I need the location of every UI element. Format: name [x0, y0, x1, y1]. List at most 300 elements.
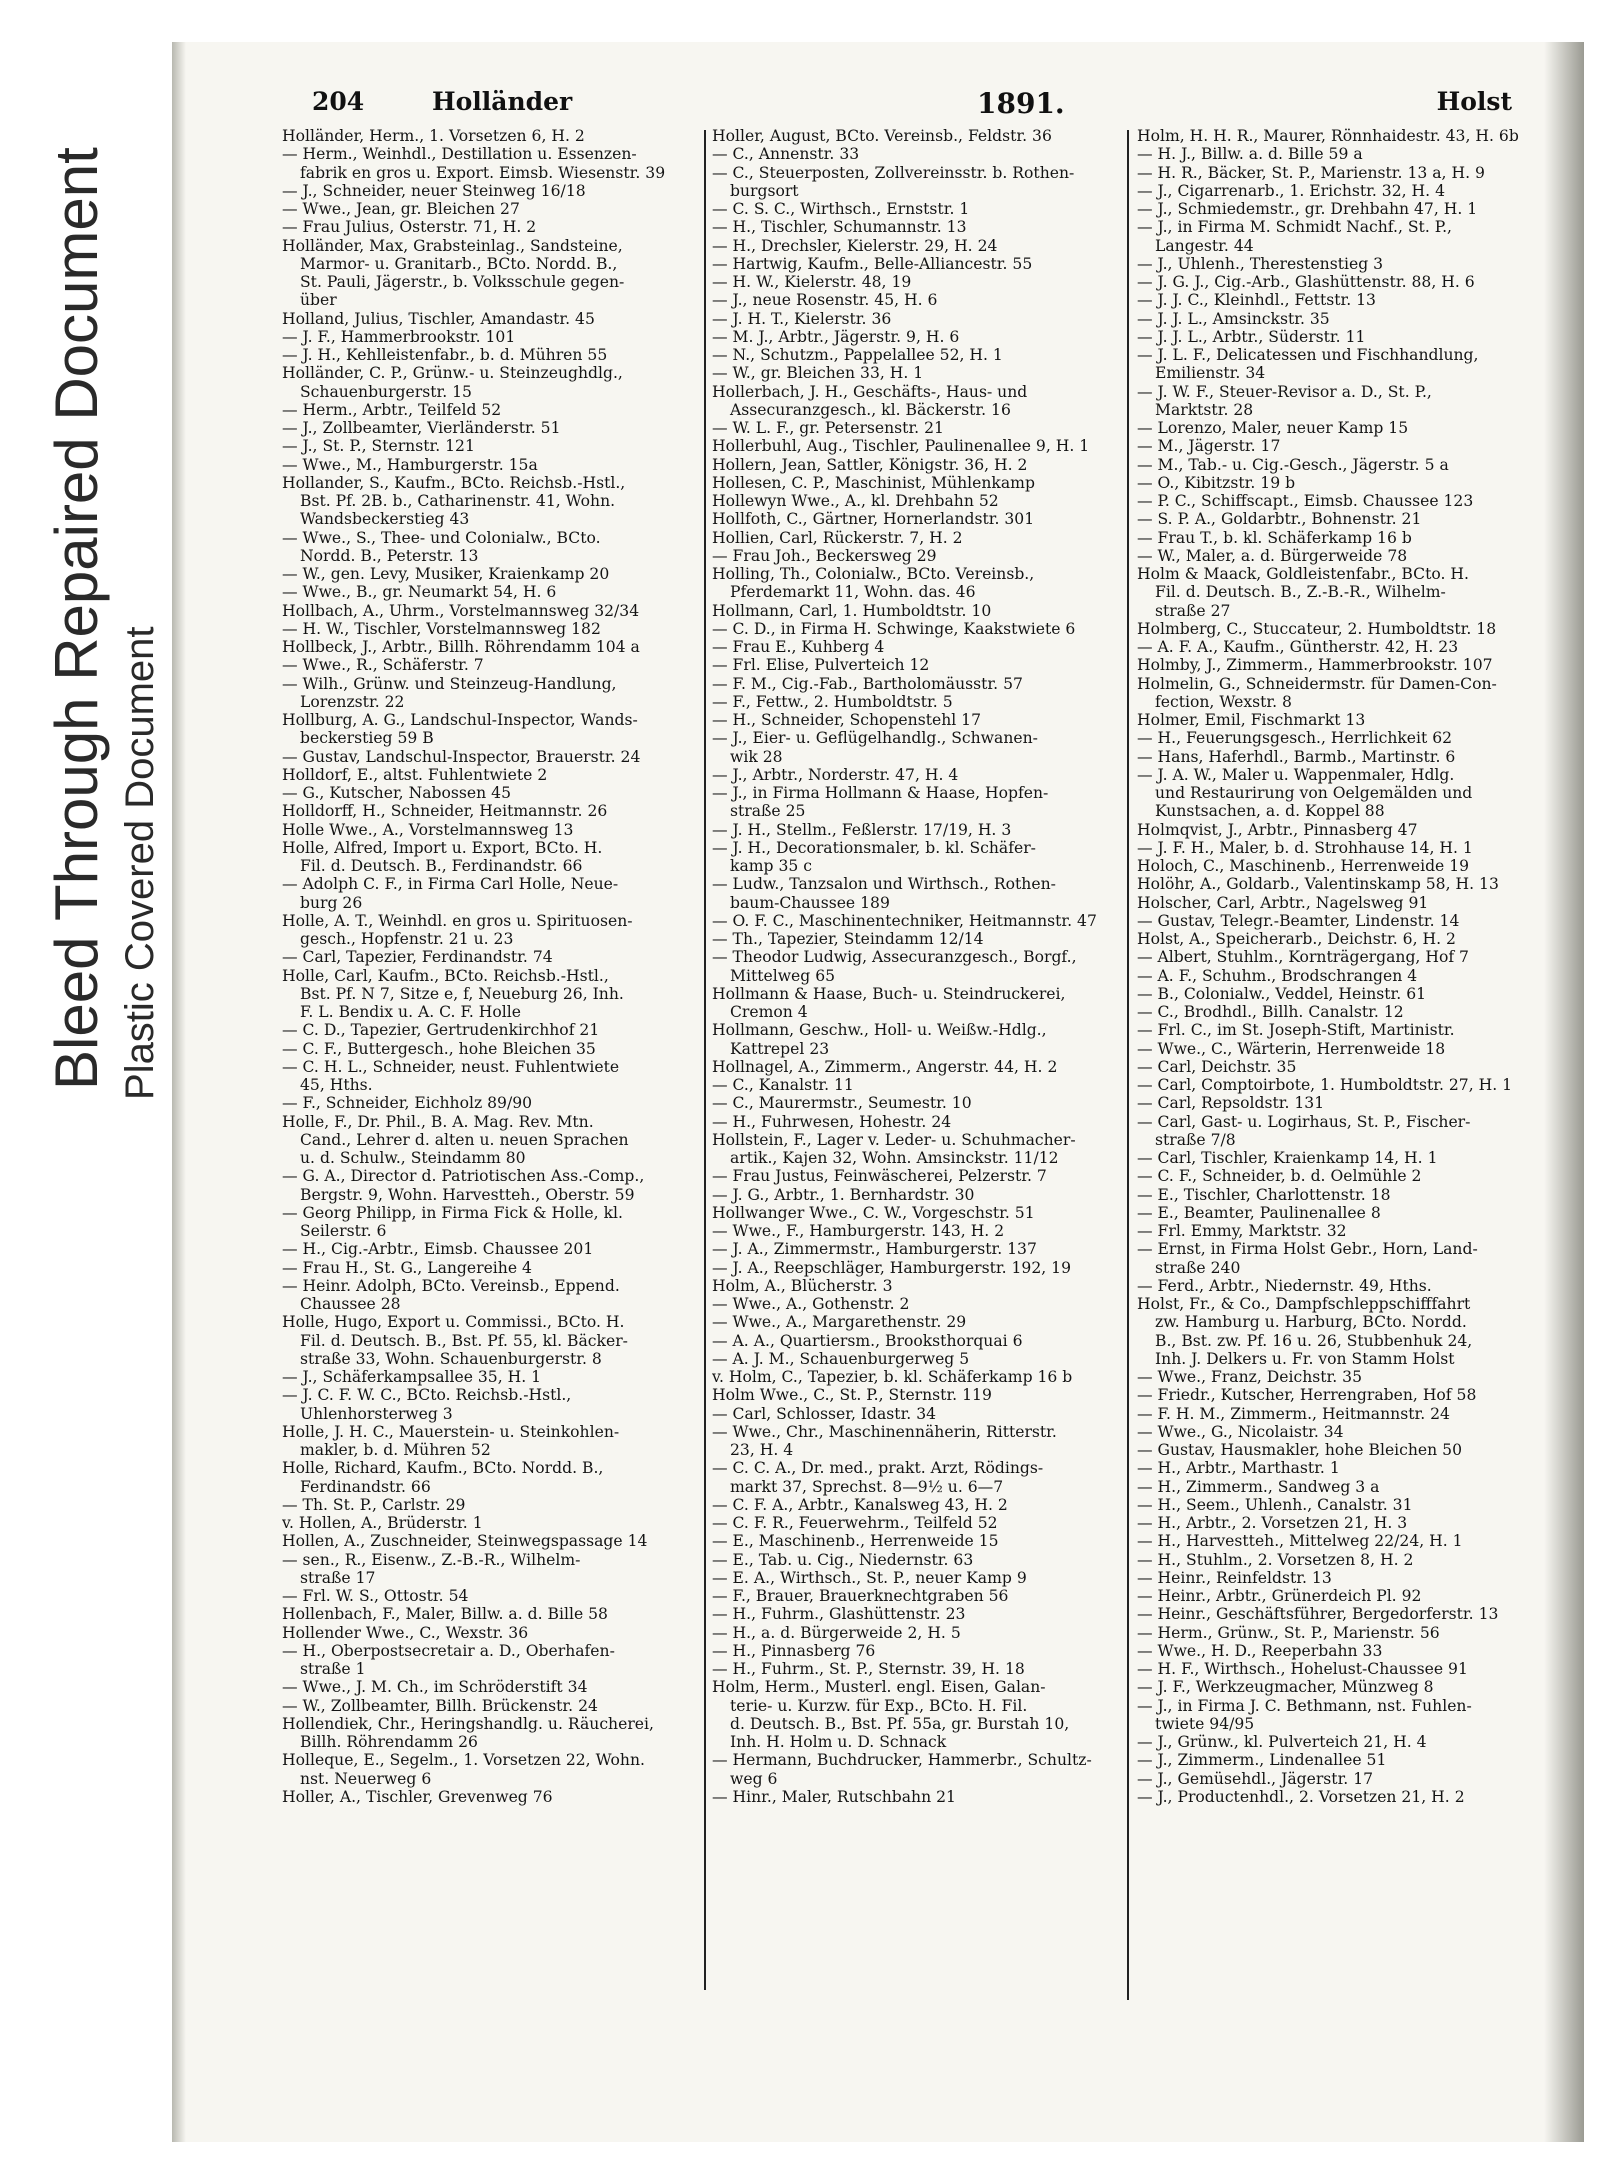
entry-line: Hollburg, A. G., Landschul-Inspector, Wands-: [282, 711, 638, 729]
entry-line: — Frau H., St. G., Langereihe 4: [282, 1258, 532, 1277]
entry-line: — A. A., Quartiersm., Brooksthorquai 6: [712, 1331, 1023, 1350]
directory-entry: [1137, 711, 1542, 729]
directory-entry: [1137, 1697, 1542, 1734]
entry-line: — H., Seem., Uhlenh., Canalstr. 31: [1137, 1495, 1413, 1514]
entry-line: Holm, Herm., Musterl. engl. Eisen, Galan-: [712, 1678, 1046, 1697]
entry-line: — A. F., Schuhm., Brodschrangen 4: [1137, 966, 1418, 985]
entry-line: Holle, Richard, Kaufm., BCto. Nordd. B.,: [282, 1459, 604, 1478]
directory-entry: [282, 1094, 692, 1112]
entry-line: Holst, Fr., & Co., Dampfschleppschifffahrt: [1137, 1295, 1471, 1313]
directory-entry: [712, 200, 1107, 218]
directory-entry: [1137, 218, 1542, 255]
entry-line: — Carl, Schlosser, Idastr. 34: [712, 1404, 937, 1423]
directory-entry: [1137, 1003, 1542, 1021]
directory-entry: [712, 510, 1107, 528]
directory-entry: [1137, 1478, 1542, 1496]
entry-line: — J., Cigarrenarb., 1. Erichstr. 32, H. 4: [1137, 181, 1445, 200]
directory-entry: [1137, 1423, 1542, 1441]
entry-continuation: Marmor- u. Granitarb., BCto. Nordd. B.,: [300, 254, 618, 273]
entry-line: — J., Schmiedemstr., gr. Drehbahn 47, H. 1: [1137, 200, 1478, 218]
directory-entry: [712, 364, 1107, 382]
directory-entry: [282, 711, 692, 748]
entry-line: v. Hollen, A., Brüderstr. 1: [282, 1514, 483, 1532]
entry-line: — H., Stuhlm., 2. Vorsetzen 8, H. 2: [1137, 1550, 1414, 1569]
entry-line: — Wwe., R., Schäferstr. 7: [282, 656, 484, 675]
directory-entry: [712, 1678, 1107, 1751]
directory-entry: [712, 1624, 1107, 1642]
entry-line: — C., Annenstr. 33: [712, 145, 860, 164]
entry-line: — Frau Julius, Osterstr. 71, H. 2: [282, 218, 537, 237]
entry-line: — C. F. A., Arbtr., Kanalsweg 43, H. 2: [712, 1495, 1008, 1514]
entry-line: — Frau T., b. kl. Schäferkamp 16 b: [1137, 528, 1412, 547]
entry-continuation: artik., Kajen 32, Wohn. Amsinckstr. 11/12: [730, 1149, 1059, 1167]
directory-entry: [282, 456, 692, 474]
entry-line: Holm, H. H. R., Maurer, Rönnhaidestr. 43, H. 6b: [1137, 127, 1519, 145]
entry-line: Holmqvist, J., Arbtr., Pinnasberg 47: [1137, 820, 1418, 839]
directory-entry: [1137, 1624, 1542, 1642]
entry-line: — H., Oberpostsecretair a. D., Oberhafen-: [282, 1641, 615, 1660]
directory-entry: [1137, 1660, 1542, 1678]
directory-entry: [1137, 565, 1542, 620]
column-2: [712, 127, 1107, 1806]
plastic-covered-label: Plastic Covered Document: [118, 626, 162, 1100]
directory-entry: [1137, 857, 1542, 875]
entry-line: — B., Colonialw., Veddel, Heinstr. 61: [1137, 984, 1427, 1003]
directory-entry: [1137, 291, 1542, 309]
entry-line: — Carl, Gast- u. Logirhaus, St. P., Fischer-: [1137, 1112, 1471, 1131]
directory-entry: [712, 529, 1107, 547]
entry-line: — Georg Philipp, in Firma Fick & Holle, kl.: [282, 1203, 623, 1222]
entry-line: — C. F. R., Feuerwehrm., Teilfeld 52: [712, 1514, 998, 1532]
directory-entry: [1137, 255, 1542, 273]
entry-line: — J. H., Stellm., Feßlerstr. 17/19, H. 3: [712, 820, 1012, 839]
entry-line: — H. J., Billw. a. d. Bille 59 a: [1137, 145, 1363, 164]
directory-entry: [1137, 620, 1542, 638]
entry-line: — J. H. T., Kielerstr. 36: [712, 309, 892, 328]
directory-entry: [1137, 1021, 1542, 1039]
entry-line: — C. H. L., Schneider, neust. Fuhlentwiete: [282, 1057, 620, 1076]
directory-entry: [282, 1113, 692, 1168]
directory-entry: [282, 675, 692, 712]
entry-line: — W. L. F., gr. Petersenstr. 21: [712, 419, 944, 437]
directory-entry: [1137, 1678, 1542, 1696]
directory-entry: [282, 875, 692, 912]
directory-entry: [1137, 656, 1542, 674]
entry-continuation: d. Deutsch. B., Bst. Pf. 55a, gr. Burstah 10,: [730, 1714, 1070, 1733]
entry-continuation: B., Bst. zw. Pf. 16 u. 26, Stubbenhuk 24,: [1155, 1331, 1473, 1350]
entry-line: — Herm., Weinhdl., Destillation u. Essenzen-: [282, 145, 637, 164]
entry-line: Holm & Maack, Goldleistenfabr., BCto. H.: [1137, 565, 1469, 583]
directory-entry: [282, 364, 692, 401]
entry-line: Holm, A., Blücherstr. 3: [712, 1276, 893, 1295]
entry-line: — J., Grünw., kl. Pulverteich 21, H. 4: [1137, 1733, 1427, 1751]
entry-line: — J. A., Zimmermstr., Hamburgerstr. 137: [712, 1240, 1037, 1259]
directory-entry: [1137, 346, 1542, 383]
directory-entry: [1137, 1113, 1542, 1150]
entry-line: Holleque, E., Segelm., 1. Vorsetzen 22, Wohn.: [282, 1751, 645, 1770]
entry-line: Holländer, Herm., 1. Vorsetzen 6, H. 2: [282, 127, 585, 145]
entry-continuation: Bst. Pf. N 7, Sitze e, f, Neueburg 26, Inh.: [300, 984, 624, 1003]
entry-line: — H., Harvestteh., Mittelweg 22/24, H. 1: [1137, 1532, 1463, 1551]
entry-line: — H., Pinnasberg 76: [712, 1641, 876, 1660]
entry-continuation: Fil. d. Deutsch. B., Ferdinandstr. 66: [300, 857, 583, 875]
entry-continuation: Schauenburgerstr. 15: [300, 382, 472, 401]
directory-entry: [712, 1642, 1107, 1660]
entry-line: — H., Fuhrwesen, Hohestr. 24: [712, 1112, 952, 1131]
entry-line: — E., Beamter, Paulinenallee 8: [1137, 1203, 1381, 1222]
entry-line: Holoch, C., Maschinenb., Herrenweide 19: [1137, 857, 1470, 875]
directory-entry: [712, 474, 1107, 492]
entry-line: — J., Uhlenh., Therestenstieg 3: [1137, 254, 1384, 273]
entry-line: — Wwe., F., Hamburgerstr. 143, H. 2: [712, 1222, 1005, 1240]
entry-line: — J., Productenhdl., 2. Vorsetzen 21, H. 2: [1137, 1787, 1465, 1806]
entry-line: Hollfoth, C., Gärtner, Hornerlandstr. 301: [712, 510, 1035, 529]
entry-continuation: und Restaurirung von Oelgemälden und: [1155, 784, 1473, 802]
entry-line: — Wwe., A., Gothenstr. 2: [712, 1295, 910, 1313]
directory-entry: [1137, 948, 1542, 966]
directory-entry: [1137, 1222, 1542, 1240]
entry-line: — Heinr., Reinfeldstr. 13: [1137, 1568, 1332, 1587]
entry-continuation: 23, H. 4: [730, 1441, 794, 1459]
directory-entry: [712, 1204, 1107, 1222]
entry-line: Holmberg, C., Stuccateur, 2. Humboldtstr. 18: [1137, 619, 1497, 638]
entry-line: Holländer, Max, Grabsteinlag., Sandsteine,: [282, 236, 623, 255]
entry-line: Holldorf, E., altst. Fuhlentwiete 2: [282, 765, 548, 784]
directory-entry: [282, 784, 692, 802]
directory-entry: [282, 948, 692, 966]
entry-continuation: 45, Hths.: [300, 1076, 373, 1094]
entry-line: — Wwe., M., Hamburgerstr. 15a: [282, 455, 538, 474]
directory-entry: [1137, 419, 1542, 437]
entry-line: — Wwe., C., Wärterin, Herrenweide 18: [1137, 1039, 1446, 1058]
entry-continuation: zw. Hamburg u. Harburg, BCto. Nordd.: [1155, 1313, 1467, 1332]
directory-entry: [1137, 1277, 1542, 1295]
column-3: [1137, 127, 1542, 1806]
entry-continuation: Emilienstr. 34: [1155, 364, 1266, 383]
entry-line: — Wwe., A., Margarethenstr. 29: [712, 1313, 967, 1332]
entry-line: — G. A., Director d. Patriotischen Ass.-Comp.,: [282, 1167, 645, 1186]
entry-line: Holmelin, G., Schneidermstr. für Damen-Con-: [1137, 674, 1497, 693]
directory-entry: [712, 1076, 1107, 1094]
entry-continuation: Inh. J. Delkers u. Fr. von Stamm Holst: [1155, 1349, 1455, 1368]
directory-entry: [712, 291, 1107, 309]
entry-line: — Wwe., Franz, Deichstr. 35: [1137, 1368, 1363, 1386]
directory-entry: [712, 656, 1107, 674]
entry-line: Holland, Julius, Tischler, Amandastr. 45: [282, 309, 595, 328]
entry-line: — Ernst, in Firma Holst Gebr., Horn, Land-: [1137, 1240, 1478, 1259]
directory-entry: [712, 1277, 1107, 1295]
entry-line: — Friedr., Kutscher, Herrengraben, Hof 58: [1137, 1386, 1477, 1405]
entry-line: Holler, A., Tischler, Grevenweg 76: [282, 1787, 553, 1806]
entry-line: Hollesen, C. P., Maschinist, Mühlenkamp: [712, 473, 1035, 492]
scan-margin: [0, 0, 172, 2177]
directory-entry: [712, 383, 1107, 420]
entry-line: — H., Cig.-Arbtr., Eimsb. Chaussee 201: [282, 1240, 594, 1259]
directory-entry: [282, 583, 692, 601]
entry-line: — E. A., Wirthsch., St. P., neuer Kamp 9: [712, 1568, 1027, 1587]
page-binding-shadow: [172, 42, 186, 2142]
entry-line: — Hartwig, Kaufm., Belle-Alliancestr. 55: [712, 254, 1033, 273]
entry-line: Hollander, S., Kaufm., BCto. Reichsb.-Hstl.,: [282, 473, 626, 492]
directory-entry: [1137, 729, 1542, 747]
entry-line: Holöhr, A., Goldarb., Valentinskamp 58, H. 13: [1137, 875, 1499, 894]
directory-entry: [1137, 930, 1542, 948]
directory-entry: [712, 145, 1107, 163]
directory-entry: [712, 1386, 1107, 1404]
column-rule: [704, 130, 706, 1990]
entry-continuation: Lorenzstr. 22: [300, 692, 405, 711]
entry-line: Hollmann, Carl, 1. Humboldtstr. 10: [712, 601, 992, 620]
entry-line: — F. M., Cig.-Fab., Bartholomäusstr. 57: [712, 674, 1023, 693]
entry-line: — Hinr., Maler, Rutschbahn 21: [712, 1787, 956, 1806]
directory-entry: [712, 1569, 1107, 1587]
directory-entry: [1137, 474, 1542, 492]
directory-entry: [1137, 638, 1542, 656]
entry-line: — H., Schneider, Schopenstehl 17: [712, 711, 982, 729]
entry-line: — Gustav, Landschul-Inspector, Brauerstr. 24: [282, 747, 641, 766]
entry-line: — C., Brodhdl., Billh. Canalstr. 12: [1137, 1003, 1404, 1021]
entry-line: — Frl. Elise, Pulverteich 12: [712, 656, 930, 675]
directory-entry: [712, 912, 1107, 930]
directory-entry: [712, 1605, 1107, 1623]
entry-line: — H., Feuerungsgesch., Herrlichkeit 62: [1137, 729, 1453, 748]
entry-line: — C. D., Tapezier, Gertrudenkirchhof 21: [282, 1021, 600, 1040]
entry-line: — J. J. L., Arbtr., Süderstr. 11: [1137, 327, 1366, 346]
directory-entry: [282, 1240, 692, 1258]
entry-line: Holmer, Emil, Fischmarkt 13: [1137, 711, 1366, 729]
entry-line: — C., Maurermstr., Seumestr. 10: [712, 1094, 972, 1113]
directory-entry: [1137, 200, 1542, 218]
entry-line: — O., Kibitzstr. 19 b: [1137, 473, 1296, 492]
directory-entry: [1137, 1788, 1542, 1806]
directory-entry: [712, 1788, 1107, 1806]
entry-continuation: Nordd. B., Peterstr. 13: [300, 546, 479, 565]
entry-line: Hollen, A., Zuschneider, Steinwegspassage 14: [282, 1532, 648, 1551]
entry-continuation: markt 37, Sprechst. 8—9½ u. 6—7: [730, 1477, 1004, 1496]
entry-line: — Carl, Comptoirbote, 1. Humboldtstr. 27, H. 1: [1137, 1076, 1513, 1094]
entry-line: Holle, A. T., Weinhdl. en gros u. Spirituosen-: [282, 911, 633, 930]
directory-entry: [282, 1368, 692, 1386]
directory-entry: [712, 1350, 1107, 1368]
entry-continuation: burg 26: [300, 893, 363, 912]
directory-entry: [1137, 1149, 1542, 1167]
directory-entry: [712, 1021, 1107, 1058]
entry-line: — G., Kutscher, Nabossen 45: [282, 784, 511, 802]
directory-entry: [282, 1532, 692, 1550]
entry-continuation: Cand., Lehrer d. alten u. neuen Sprachen: [300, 1130, 629, 1149]
entry-line: — J. H., Kehlleistenfabr., b. d. Mühren 55: [282, 346, 608, 364]
directory-entry: [282, 218, 692, 236]
directory-entry: [282, 1624, 692, 1642]
directory-entry: [712, 437, 1107, 455]
directory-entry: [282, 1277, 692, 1314]
directory-entry: [1137, 1733, 1542, 1751]
directory-entry: [712, 930, 1107, 948]
directory-entry: [712, 1496, 1107, 1514]
entry-line: — H. W., Kielerstr. 48, 19: [712, 273, 912, 291]
directory-entry: [282, 1788, 692, 1806]
entry-line: — Herm., Arbtr., Teilfeld 52: [282, 400, 502, 419]
directory-entry: [282, 620, 692, 638]
entry-line: Holle, Carl, Kaufm., BCto. Reichsb.-Hstl.,: [282, 966, 609, 985]
entry-continuation: beckerstieg 59 B: [300, 729, 434, 748]
entry-line: — W., Maler, a. d. Bürgerweide 78: [1137, 546, 1408, 565]
entry-continuation: Chaussee 28: [300, 1295, 401, 1313]
entry-continuation: straße 240: [1155, 1258, 1241, 1277]
directory-entry: [1137, 985, 1542, 1003]
directory-entry: [282, 839, 692, 876]
directory-entry: [712, 602, 1107, 620]
directory-entry: [712, 1167, 1107, 1185]
entry-line: — Heinr., Geschäftsführer, Bergedorferstr. 13: [1137, 1605, 1499, 1624]
entry-line: — Carl, Tischler, Kraienkamp 14, H. 1: [1137, 1149, 1438, 1167]
entry-line: — J. C. F. W. C., BCto. Reichsb.-Hstl.,: [282, 1386, 572, 1405]
directory-entry: [712, 1459, 1107, 1496]
entry-line: — J., Zollbeamter, Vierländerstr. 51: [282, 419, 561, 437]
directory-entry: [1137, 1441, 1542, 1459]
directory-entry: [1137, 383, 1542, 420]
entry-line: Holle, J. H. C., Mauerstein- u. Steinkohlen-: [282, 1422, 620, 1441]
entry-line: — Wilh., Grünw. und Steinzeug-Handlung,: [282, 674, 617, 693]
directory-entry: [282, 1697, 692, 1715]
entry-line: — J. F. H., Maler, b. d. Strohhause 14, H. 1: [1137, 838, 1473, 857]
entry-continuation: weg 6: [730, 1769, 778, 1788]
directory-entry: [282, 1167, 692, 1204]
entry-line: — H., Zimmerm., Sandweg 3 a: [1137, 1477, 1380, 1496]
directory-entry: [712, 218, 1107, 236]
directory-entry: [712, 1751, 1107, 1788]
directory-entry: [712, 164, 1107, 201]
directory-entry: [282, 602, 692, 620]
directory-entry: [282, 127, 692, 145]
directory-entry: [1137, 1751, 1542, 1769]
directory-entry: [712, 1094, 1107, 1112]
directory-entry: [712, 1332, 1107, 1350]
directory-entry: [712, 784, 1107, 821]
entry-continuation: terie- u. Kurzw. für Exp., BCto. H. Fil.: [730, 1696, 1028, 1715]
directory-entry: [282, 182, 692, 200]
entry-line: Hollerbach, J. H., Geschäfts-, Haus- und: [712, 382, 1028, 401]
directory-entry: [1137, 273, 1542, 291]
directory-entry: [1137, 1295, 1542, 1368]
page-edge-shadow: [1544, 42, 1584, 2142]
entry-line: — Theodor Ludwig, Assecuranzgesch., Borgf.,: [712, 948, 1077, 967]
directory-entry: [282, 1204, 692, 1241]
directory-entry: [1137, 547, 1542, 565]
directory-entry: [282, 437, 692, 455]
directory-entry: [1137, 1459, 1542, 1477]
directory-entry: [282, 821, 692, 839]
directory-entry: [1137, 1770, 1542, 1788]
directory-entry: [1137, 1240, 1542, 1277]
directory-entry: [1137, 182, 1542, 200]
entry-line: — Frl. C., im St. Joseph-Stift, Martinistr.: [1137, 1021, 1455, 1040]
directory-entry: [1137, 1532, 1542, 1550]
entry-line: — Heinr., Arbtr., Grünerdeich Pl. 92: [1137, 1587, 1422, 1605]
entry-line: — H., Drechsler, Kielerstr. 29, H. 24: [712, 236, 998, 255]
entry-continuation: makler, b. d. Mühren 52: [300, 1441, 491, 1459]
entry-line: Hollmann & Haase, Buch- u. Steindruckerei,: [712, 984, 1066, 1003]
directory-entry: [1137, 1186, 1542, 1204]
entry-continuation: gesch., Hopfenstr. 21 u. 23: [300, 930, 514, 948]
directory-entry: [1137, 145, 1542, 163]
directory-entry: [282, 1496, 692, 1514]
entry-line: — Wwe., H. D., Reeperbahn 33: [1137, 1641, 1383, 1660]
entry-line: Hollendiek, Chr., Heringshandlg. u. Räucherei,: [282, 1714, 654, 1733]
header-right-keyword: Holst: [1436, 87, 1512, 116]
entry-continuation: twiete 94/95: [1155, 1714, 1255, 1733]
directory-entry: [282, 565, 692, 583]
entry-line: — A. F. A., Kaufm., Güntherstr. 42, H. 23: [1137, 638, 1459, 656]
entry-continuation: Pferdemarkt 11, Wohn. das. 46: [730, 583, 976, 602]
directory-entry: [282, 1259, 692, 1277]
directory-entry: [282, 401, 692, 419]
directory-entry: [712, 547, 1107, 565]
entry-line: — H. R., Bäcker, St. P., Marienstr. 13 a, H. 9: [1137, 163, 1485, 182]
directory-entry: [282, 346, 692, 364]
entry-line: — W., gen. Levy, Musiker, Kraienkamp 20: [282, 565, 610, 583]
entry-line: Hollenbach, F., Maler, Billw. a. d. Bille 58: [282, 1605, 608, 1624]
entry-continuation: Uhlenhorsterweg 3: [300, 1404, 453, 1423]
entry-line: — Frl. Emmy, Marktstr. 32: [1137, 1222, 1347, 1240]
directory-entry: [712, 875, 1107, 912]
directory-entry: [282, 328, 692, 346]
directory-entry: [1137, 875, 1542, 893]
directory-entry: [282, 1715, 692, 1752]
entry-line: — J., Schäferkampsallee 35, H. 1: [282, 1368, 542, 1386]
directory-entry: [282, 802, 692, 820]
directory-entry: [1137, 529, 1542, 547]
directory-entry: [282, 912, 692, 949]
entry-line: Holle, Hugo, Export u. Commissi., BCto. H.: [282, 1313, 625, 1332]
directory-entry: [712, 1368, 1107, 1386]
entry-line: — M. J., Arbtr., Jägerstr. 9, H. 6: [712, 327, 960, 346]
entry-line: — Frau E., Kuhberg 4: [712, 638, 885, 656]
directory-entry: [1137, 1040, 1542, 1058]
directory-entry: [282, 766, 692, 784]
entry-line: Hollern, Jean, Sattler, Königstr. 36, H. 2: [712, 455, 1028, 474]
directory-entry: [1137, 1204, 1542, 1222]
entry-continuation: Mittelweg 65: [730, 966, 836, 985]
entry-continuation: Marktstr. 28: [1155, 400, 1254, 419]
directory-entry: [712, 456, 1107, 474]
directory-entry: [712, 346, 1107, 364]
directory-entry: [282, 310, 692, 328]
entry-line: — Heinr. Adolph, BCto. Vereinsb., Eppend.: [282, 1276, 620, 1295]
entry-continuation: Kattrepel 23: [730, 1039, 830, 1058]
directory-entry: [282, 1514, 692, 1532]
entry-line: — Th. St. P., Carlstr. 29: [282, 1495, 466, 1514]
entry-line: — J. G. J., Cig.-Arb., Glashüttenstr. 88, H. 6: [1137, 273, 1475, 291]
directory-entry: [712, 1295, 1107, 1313]
directory-entry: [712, 1058, 1107, 1076]
directory-entry: [1137, 912, 1542, 930]
directory-entry: [282, 1587, 692, 1605]
entry-continuation: Ferdinandstr. 66: [300, 1477, 431, 1496]
directory-entry: [712, 985, 1107, 1022]
entry-line: — Albert, Stuhlm., Kornträgergang, Hof 7: [1137, 948, 1469, 967]
entry-line: Hollbach, A., Uhrm., Vorstelmannsweg 32/34: [282, 601, 640, 620]
entry-line: — J. A. W., Maler u. Wappenmaler, Hdlg.: [1137, 765, 1455, 784]
header-left-keyword: Holländer: [432, 87, 573, 116]
entry-line: — F., Schneider, Eichholz 89/90: [282, 1094, 533, 1113]
directory-entry: [1137, 1094, 1542, 1112]
entry-line: Holmby, J., Zimmerm., Hammerbrookstr. 107: [1137, 656, 1493, 675]
entry-line: — O. F. C., Maschinentechniker, Heitmannstr. 47: [712, 911, 1097, 930]
directory-entry: [712, 310, 1107, 328]
directory-entry: [1137, 839, 1542, 857]
entry-line: Holler, August, BCto. Vereinsb., Feldstr. 36: [712, 127, 1052, 145]
